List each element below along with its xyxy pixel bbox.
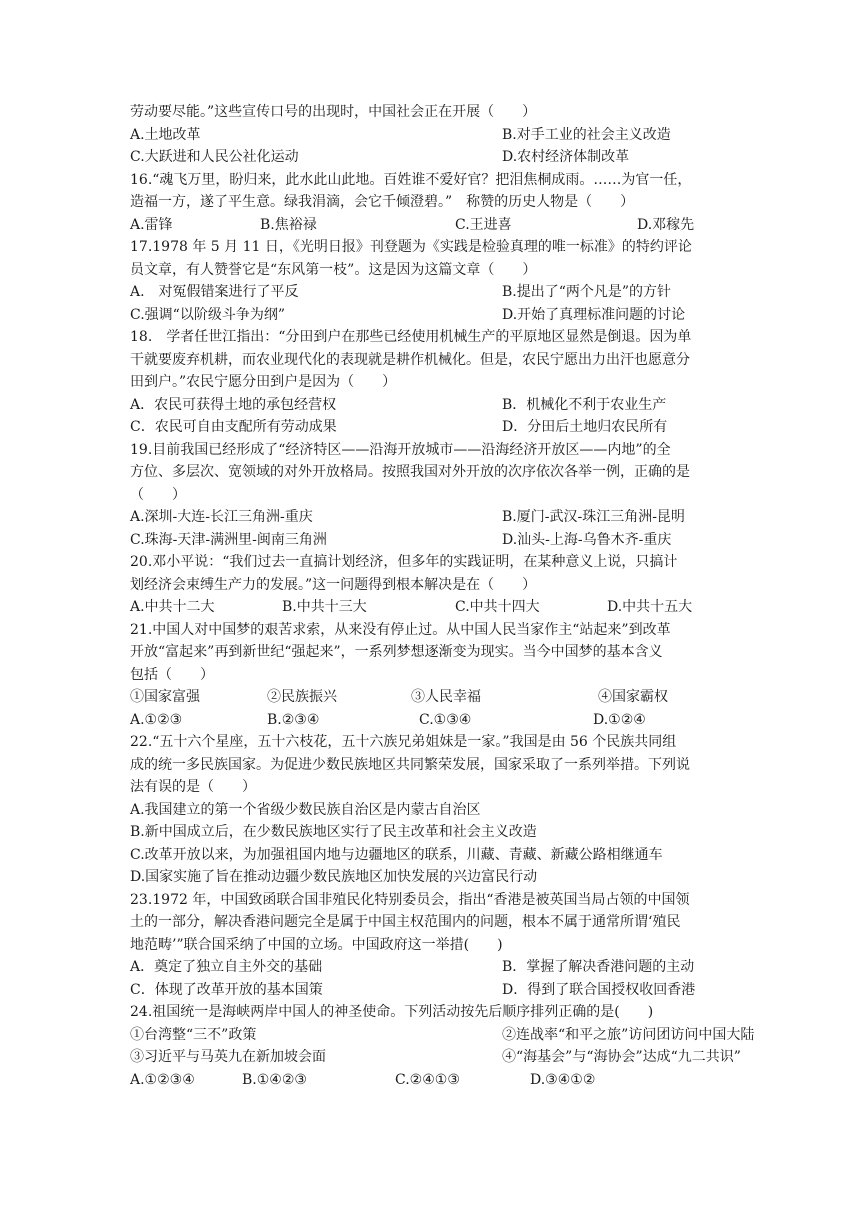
line-text: 16.“魂飞万里，盼归来，此水此山此地。百姓谁不爱好官？把泪焦桐成雨。……为官一任， bbox=[130, 171, 692, 188]
text-line bbox=[130, 911, 730, 934]
text-line bbox=[130, 529, 730, 552]
text-line bbox=[130, 731, 730, 754]
line-text: 20.邓小平说：“我们过去一直搞计划经济，但多年的实践证明，在某种意义上说，只搞计 bbox=[130, 554, 678, 570]
exam-page bbox=[130, 101, 755, 1091]
option-left: A．奠定了独立自主外交的基础 bbox=[130, 959, 323, 975]
line-text: 田到户。”农民宁愿分田到户是因为（ ） bbox=[130, 374, 397, 390]
option: A.雷锋 bbox=[130, 216, 173, 233]
text-line bbox=[130, 214, 730, 237]
option: A.中共十二大 bbox=[130, 599, 215, 615]
option-left: A.深圳-大连-长江三角洲-重庆 bbox=[130, 509, 313, 525]
line-text: 24.祖国统一是海峡两岸中国人的神圣使命。下列活动按先后顺序排列正确的是( ) bbox=[130, 1004, 654, 1020]
text-line bbox=[130, 754, 730, 777]
line-text: 劳动要尽能。”这些宣传口号的出现时，中国社会正在开展（ ） bbox=[130, 104, 537, 120]
text-line bbox=[130, 1024, 755, 1047]
line-text: 造福一方，遂了平生意。绿我涓滴，会它千倾澄碧。” 称赞的历史人物是（ ） bbox=[130, 194, 635, 210]
option: ③人民幸福 bbox=[411, 689, 481, 705]
line-text: D.国家实施了旨在推动边疆少数民族地区加快发展的兴边富民行动 bbox=[130, 869, 538, 885]
text-line bbox=[130, 956, 730, 979]
text-line bbox=[130, 416, 730, 439]
line-text: 19.目前我国已经形成了“经济特区——沿海开放城市——沿海经济开放区——内地”的全 bbox=[130, 441, 671, 458]
option: A.①②③ bbox=[130, 711, 183, 728]
text-line bbox=[130, 326, 730, 349]
option-right: D．得到了联合国授权收回香港 bbox=[502, 981, 696, 998]
line-text: C.改革开放以来，为加强祖国内地与边疆地区的联系，川藏、青藏、新藏公路相继通车 bbox=[130, 846, 663, 863]
line-text: 包括（ ） bbox=[130, 666, 214, 683]
text-line bbox=[130, 484, 730, 507]
option: B.中共十三大 bbox=[282, 599, 367, 615]
line-text: 17.1978 年 5 月 11 日，《光明日报》刊登题为《实践是检验真理的唯一标准》的特约评论 bbox=[130, 239, 692, 255]
option: B.②③④ bbox=[267, 711, 320, 728]
text-line bbox=[130, 304, 730, 327]
text-line bbox=[130, 686, 730, 709]
option-right: D．分田后土地归农民所有 bbox=[502, 419, 668, 435]
option: ④国家霸权 bbox=[598, 689, 668, 705]
line-text: 划经济会束缚生产力的发展。”这一问题得到根本解决是在（ ） bbox=[130, 576, 537, 593]
text-line bbox=[130, 169, 730, 192]
text-line bbox=[130, 574, 730, 597]
option-right: B.对手工业的社会主义改造 bbox=[502, 126, 671, 143]
text-line bbox=[130, 821, 730, 844]
text-line bbox=[130, 551, 730, 574]
line-text: 成的统一多民族国家。为促进少数民族地区共同繁荣发展，国家采取了一系列举措。下列说 bbox=[130, 756, 690, 773]
option-right: ④“海基会”与“海协会”达成“九二共识” bbox=[502, 1049, 741, 1065]
line-text: 22.“五十六个星座，五十六枝花，五十六族兄弟姐妹是一家。”我国是由 56 个民族共同组 bbox=[130, 734, 677, 750]
option: D.中共十五大 bbox=[607, 599, 693, 615]
line-text: 法有误的是（ ） bbox=[130, 779, 256, 795]
text-line bbox=[130, 866, 730, 889]
option: ②民族振兴 bbox=[267, 689, 337, 705]
text-line bbox=[130, 394, 730, 417]
text-line bbox=[130, 146, 730, 169]
option: D.③④①② bbox=[530, 1071, 596, 1088]
text-line bbox=[130, 844, 730, 867]
line-text: 土的一部分，解决香港问题完全是属于中国主权范围内的问题，根本不属于通常所谓‘殖民 bbox=[130, 914, 681, 930]
text-line bbox=[130, 124, 730, 147]
text-line bbox=[130, 889, 730, 912]
option-left: C．农民可自由支配所有劳动成果 bbox=[130, 419, 337, 435]
text-line bbox=[130, 664, 730, 687]
option-left: A. 对冤假错案进行了平反 bbox=[130, 284, 299, 300]
text-line bbox=[130, 934, 730, 957]
option-right: D.农村经济体制改革 bbox=[502, 149, 630, 165]
option: C.①③④ bbox=[419, 711, 472, 728]
option-left: C．体现了改革开放的基本国策 bbox=[130, 981, 323, 998]
option-left: C.强调“以阶级斗争为纲” bbox=[130, 306, 285, 323]
option-right: B.提出了“两个凡是”的方针 bbox=[502, 284, 672, 300]
option-left: ③习近平与马英九在新加坡会面 bbox=[130, 1049, 326, 1065]
option: B.焦裕禄 bbox=[260, 216, 317, 233]
option: B.①④②③ bbox=[242, 1071, 307, 1088]
text-line bbox=[130, 799, 730, 822]
text-line bbox=[130, 259, 730, 282]
option-left: ①台湾整“三不”政策 bbox=[130, 1026, 257, 1043]
text-line bbox=[130, 191, 730, 214]
line-text: （ ） bbox=[130, 486, 186, 503]
option: D.①②④ bbox=[593, 711, 646, 728]
option-left: A.土地改革 bbox=[130, 126, 201, 143]
text-line bbox=[130, 1069, 730, 1092]
text-line bbox=[130, 236, 730, 259]
option-right: B.厦门-武汉-珠江三角洲-昆明 bbox=[502, 509, 685, 525]
text-line bbox=[130, 101, 730, 124]
line-text: B.新中国成立后，在少数民族地区实行了民主改革和社会主义改造 bbox=[130, 824, 537, 840]
text-line bbox=[130, 1001, 730, 1024]
option: C.王进喜 bbox=[455, 216, 512, 233]
option-right: D.开始了真理标准问题的讨论 bbox=[502, 306, 686, 323]
option-left: C.珠海-天津-满洲里-闽南三角洲 bbox=[130, 531, 327, 548]
option-right: ②连战率“和平之旅”访问团访问中国大陆 bbox=[502, 1026, 755, 1043]
text-line bbox=[130, 979, 730, 1002]
text-line bbox=[130, 1046, 741, 1069]
line-text: 21.中国人对中国梦的艰苦求索，从来没有停止过。从中国人民当家作主“站起来”到改革 bbox=[130, 621, 671, 638]
text-line bbox=[130, 281, 730, 304]
text-line bbox=[130, 371, 730, 394]
text-line bbox=[130, 641, 730, 664]
text-line bbox=[130, 506, 730, 529]
option: ①国家富强 bbox=[130, 689, 200, 705]
option-right: D.汕头-上海-乌鲁木齐-重庆 bbox=[502, 531, 672, 548]
option: C.中共十四大 bbox=[455, 599, 540, 615]
option-left: A．农民可获得土地的承包经营权 bbox=[130, 396, 337, 413]
option: D.邓稼先 bbox=[637, 216, 695, 233]
text-line bbox=[130, 596, 730, 619]
line-text: 员文章，有人赞誉它是“东风第一枝”。这是因为这篇文章（ ） bbox=[130, 261, 537, 278]
line-text: 18. 学者任世江指出：“分田到户在那些已经使用机械生产的平原地区显然是倒退。因为单 bbox=[130, 329, 692, 345]
text-line bbox=[130, 619, 730, 642]
line-text: 开放“富起来”再到新世纪“强起来”，一系列梦想逐渐变为现实。当今中国梦的基本含义 bbox=[130, 644, 663, 660]
option-right: B．掌握了解决香港问题的主动 bbox=[502, 959, 695, 975]
text-line bbox=[130, 439, 730, 462]
text-line bbox=[130, 709, 730, 732]
line-text: 地范畴’”联合国采纳了中国的立场。中国政府这一举措( ) bbox=[130, 936, 503, 953]
line-text: A.我国建立的第一个省级少数民族自治区是内蒙古自治区 bbox=[130, 801, 481, 818]
text-line bbox=[130, 776, 730, 799]
option: C.②④①③ bbox=[395, 1071, 460, 1088]
line-text: 干就要废弃机耕，而农业现代化的表现就是耕作机械化。但是，农民宁愿出力出汗也愿意分 bbox=[130, 351, 690, 368]
text-line bbox=[130, 461, 730, 484]
line-text: 方位、多层次、宽领域的对外开放格局。按照我国对外开放的次序依次各举一例，正确的是 bbox=[130, 464, 690, 480]
option: A.①②③④ bbox=[130, 1071, 195, 1088]
text-line bbox=[130, 349, 730, 372]
line-text: 23.1972 年，中国致函联合国非殖民化特别委员会，指出“香港是被英国当局占领的中国领 bbox=[130, 891, 690, 908]
option-right: B．机械化不利于农业生产 bbox=[502, 396, 667, 413]
option-left: C.大跃进和人民公社化运动 bbox=[130, 149, 299, 165]
